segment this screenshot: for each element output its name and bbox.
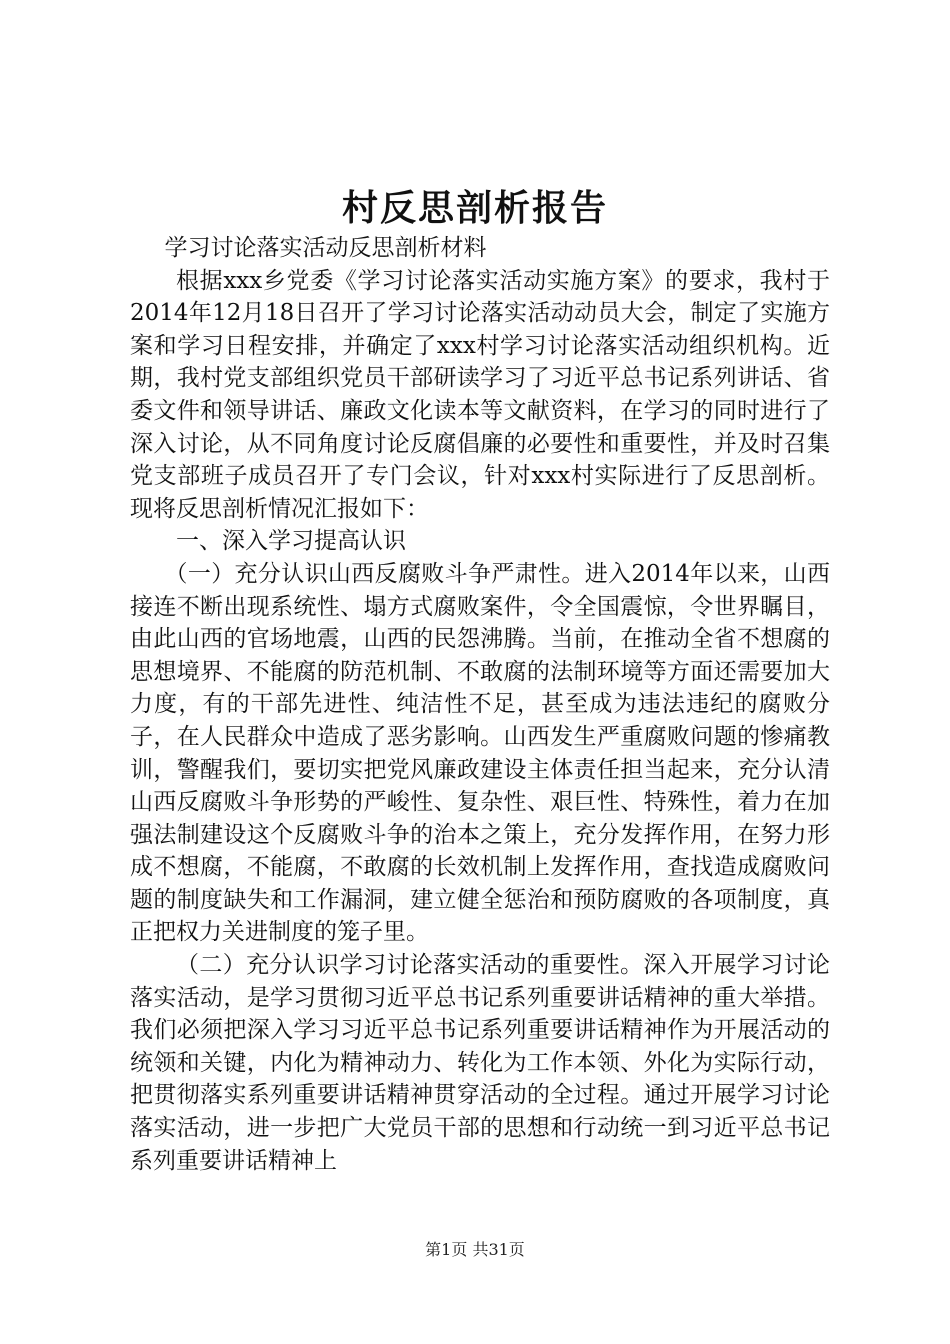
page-number-footer: 第1页 共31页 xyxy=(425,1240,525,1259)
document-title: 村反思剖析报告 xyxy=(341,187,608,229)
document-body xyxy=(130,232,830,1177)
body-paragraph-1: （一）充分认识山西反腐败斗争严肃性。进入2014年以来，山西接连不断出现系统性、塌方式腐败案件，令全国震惊，令世界瞩目，由此山西的官场地震，山西的民怨沸腾。当前，在推动全省不想腐的思想境界、不能腐的防范机制、不敢腐的法制环境等方面还需要加大力度，有的干部先进性、纯洁性不足，甚至成为违法违纪的腐败分子，在人民群众中造成了恶劣影响。山西发生严重腐败问题的惨痛教训，警醒我们，要切实把党风廉政建设主体责任担当起来，充分认清山西反腐败斗争形势的严峻性、复杂性、艰巨性、特殊性，着力在加强法制建设这个反腐败斗争的治本之策上，充分发挥作用，在努力形成不想腐，不能腐，不敢腐的长效机制上发挥作用，查找造成腐败问题的制度缺失和工作漏洞，建立健全惩治和预防腐败的各项制度，真正把权力关进制度的笼子里。 xyxy=(130,560,830,946)
section-heading: 一、深入学习提高认识 xyxy=(176,528,406,555)
subtitle-paragraph: 学习讨论落实活动反思剖析材料 xyxy=(164,235,487,261)
intro-paragraph: 根据xxx乡党委《学习讨论落实活动实施方案》的要求，我村于2014年12月18日召开了学习讨论落实活动动员大会，制定了实施方案和学习日程安排，并确定了xxx村学习讨论落实活动组织机构。近期，我村党支部组织党员干部研读学习了习近平总书记系列讲话、省委文件和领导讲话、廉政文化读本等文献资料，在学习的同时进行了深入讨论，从不同角度讨论反腐倡廉的必要性和重要性，并及时召集党支部班子成员召开了专门会议，针对xxx村实际进行了反思剖析。现将反思剖析情况汇报如下： xyxy=(130,267,830,522)
body-paragraph-2: （二）充分认识学习讨论落实活动的重要性。深入开展学习讨论落实活动，是学习贯彻习近平总书记系列重要讲话精神的重大举措。我们必须把深入学习习近平总书记系列重要讲话精神作为开展活动的统领和关键，内化为精神动力、转化为工作本领、外化为实际行动，把贯彻落实系列重要讲话精神贯穿活动的全过程。通过开展学习讨论落实活动，进一步把广大党员干部的思想和行动统一到习近平总书记系列重要讲话精神上 xyxy=(130,952,830,1174)
